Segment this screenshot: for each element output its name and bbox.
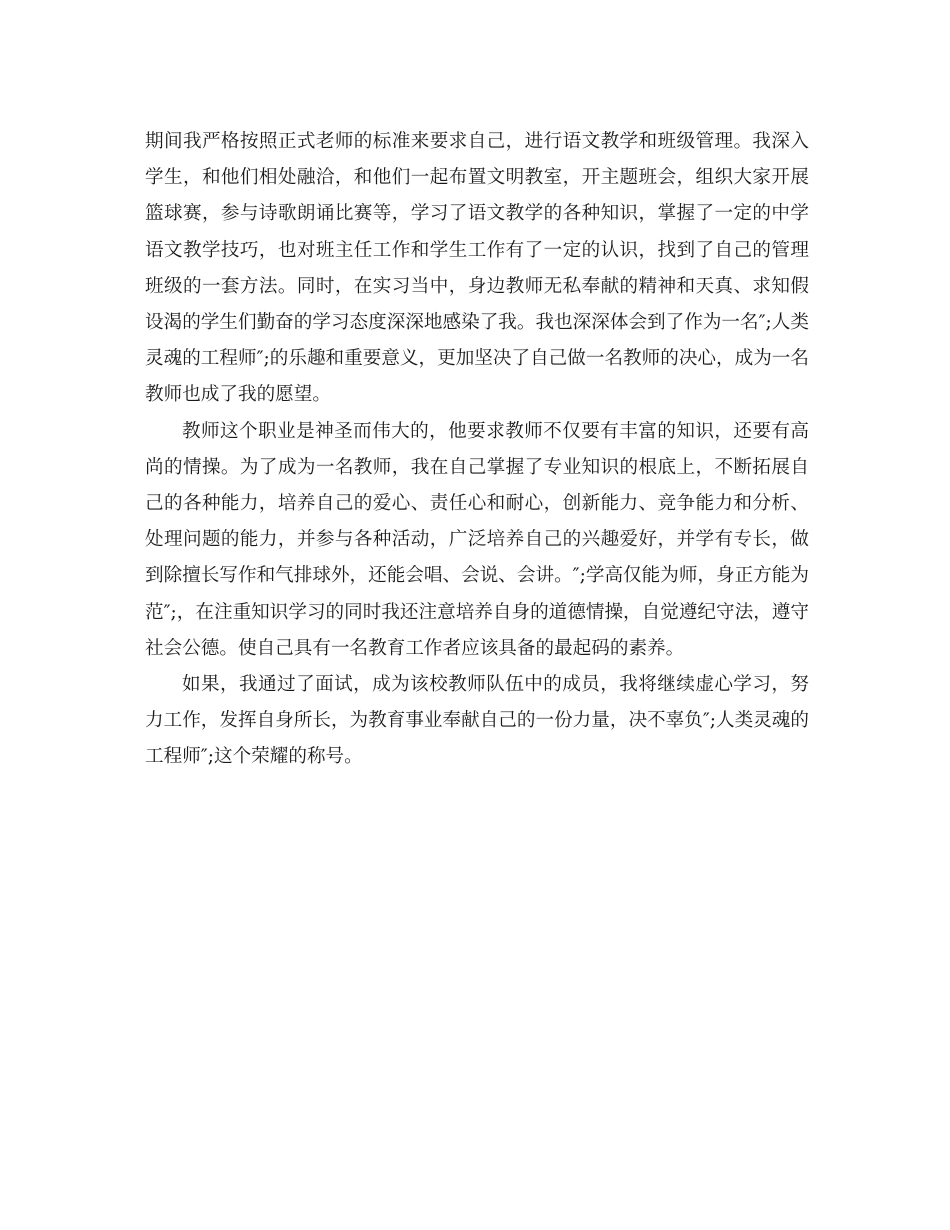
paragraph-teacher-profession: 教师这个职业是神圣而伟大的，他要求教师不仅要有丰富的知识，还要有高尚的情操。为了成为一名教师，我在自己掌握了专业知识的根底上，不断拓展自己的各种能力，培养自己的爱心、责任心和耐心，创新能力、竞争能力和分析、处理问题的能力，并参与各种活动，广泛培养自己的兴趣爱好，并学有专长，做到除擅长写作和气排球外，还能会唱、会说、会讲。″;学高仅能为师，身正方能为范″;，在注重知识学习的同时我还注意培养自身的道德情操，自觉遵纪守法，遵守社会公德。使自己具有一名教育工作者应该具备的最起码的素养。 bbox=[145, 420, 809, 659]
paragraph-internship-experience: 期间我严格按照正式老师的标准来要求自己，进行语文教学和班级管理。我深入学生，和他们相处融洽，和他们一起布置文明教室，开主题班会，组织大家开展篮球赛，参与诗歌朗诵比赛等，学习了语文教学的各种知识，掌握了一定的中学语文教学技巧，也对班主任工作和学生工作有了一定的认识，找到了自己的管理班级的一套方法。同时，在实习当中，身边教师无私奉献的精神和天真、求知假设渴的学生们勤奋的学习态度深深地感染了我。我也深深体会到了作为一名″;人类灵魂的工程师″;的乐趣和重要意义，更加坚决了自己做一名教师的决心，成为一名教师也成了我的愿望。 bbox=[145, 131, 809, 406]
document-body bbox=[145, 124, 809, 776]
paragraph-interview-commitment: 如果，我通过了面试，成为该校教师队伍中的成员，我将继续虚心学习，努力工作，发挥自身所长，为教育事业奉献自己的一份力量，决不辜负″;人类灵魂的工程师″;这个荣耀的称号。 bbox=[145, 674, 809, 768]
